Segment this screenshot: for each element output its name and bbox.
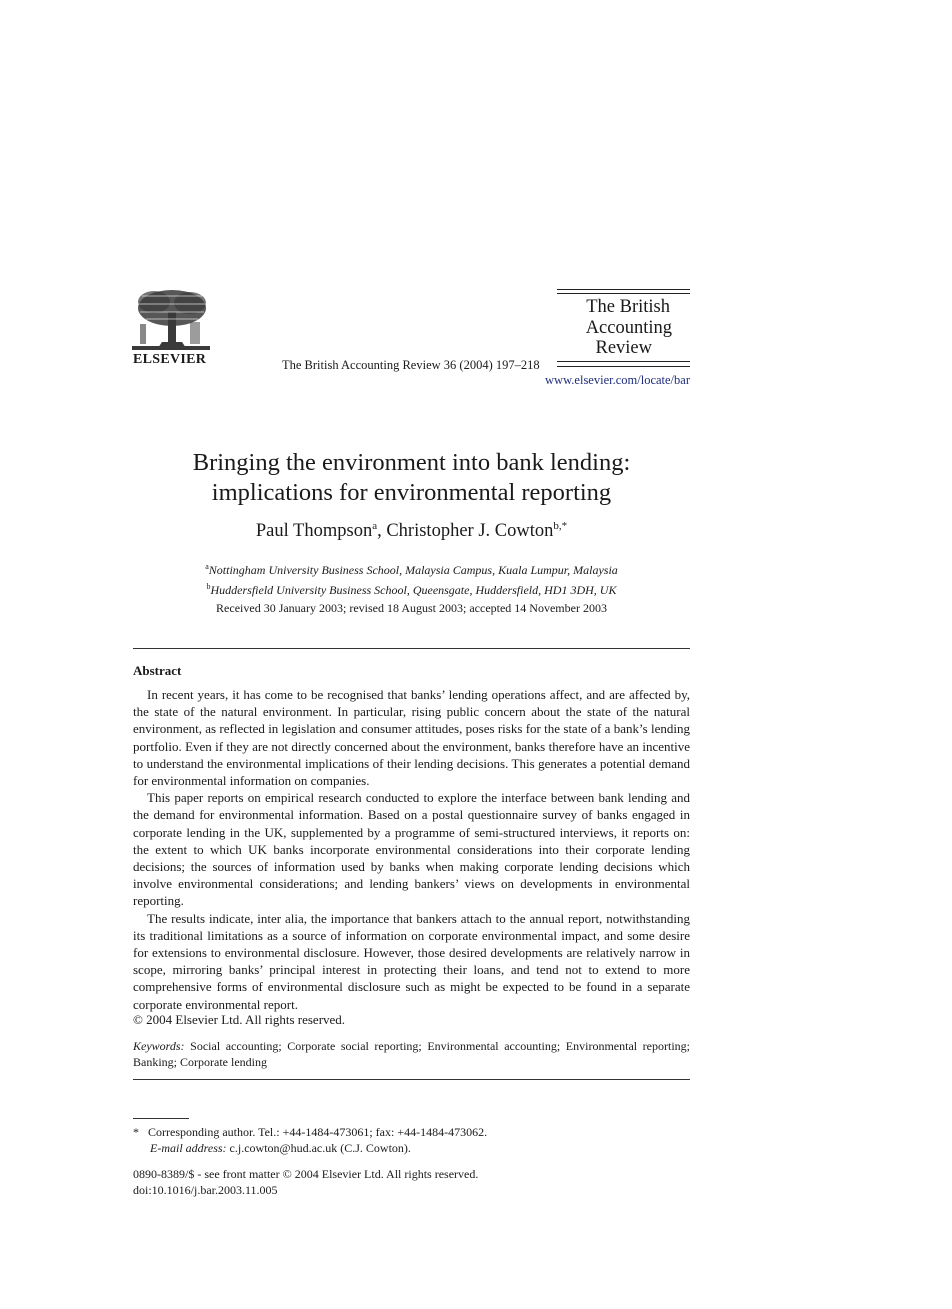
abstract-body: [133, 686, 690, 1013]
abstract-paragraph: The results indicate, inter alia, the importance that bankers attach to the annual report, notwithstanding its traditional limitations as a source of information on corporate environmental impact, and some desire for extensions to environmental disclosure. However, those desired developments are relatively narrow in scope, mirroring banks’ principal interest in protecting their loans, and tend not to extend to more comprehensive forms of environmental disclosure such as might be expected to be found in a separate corporate environmental report.: [133, 910, 690, 1012]
affiliation-mark: b: [206, 581, 211, 591]
keywords-text: Social accounting; Corporate social reporting; Environmental accounting; Environmental reporting; Banking; Corporate lending: [133, 1039, 691, 1069]
title-line: implications for environmental reporting: [211, 479, 612, 506]
issn-line: 0890-8389/$ - see front matter © 2004 Elsevier Ltd. All rights reserved.: [133, 1167, 479, 1181]
affiliation-mark: a: [372, 520, 378, 532]
copyright-notice: © 2004 Elsevier Ltd. All rights reserved.: [133, 1012, 346, 1027]
footer: [133, 1166, 478, 1198]
affiliation-line: [133, 579, 690, 599]
keywords-label: Keywords:: [133, 1039, 185, 1053]
journal-rule: [557, 366, 690, 367]
footnote-line: [133, 1124, 487, 1140]
footnote-mark: *: [133, 1125, 139, 1139]
author-name: Paul Thompson: [255, 521, 373, 542]
abstract-heading: Abstract: [133, 663, 182, 678]
affiliation-text: Huddersfield University Business School, Queensgate, Huddersfield, HD1 3DH, UK: [210, 582, 617, 597]
footnote-text: Corresponding author. Tel.: +44-1484-473061; fax: +44-1484-473062.: [148, 1125, 488, 1139]
affiliations: [133, 559, 690, 598]
doi-line[interactable]: doi:10.1016/j.bar.2003.11.005: [133, 1183, 278, 1197]
affiliation-mark: b,*: [553, 520, 568, 532]
journal-name-line: Review: [595, 338, 652, 358]
article-history: Received 30 January 2003; revised 18 August 2003; accepted 14 November 2003: [216, 601, 607, 615]
author-separator: ,: [377, 521, 387, 542]
abstract-paragraph: In recent years, it has come to be recognised that banks’ lending operations affect, and are affected by, the state of the natural environment. In particular, rising public concern about the state of the natural environment, as reflected in legislation and consumer attitudes, poses risks for the state of a bank’s lending portfolio. Even if they are not directly concerned about the environment, banks therefore have an incentive to understand the environmental implications of their lending decisions. This generates a potential demand for environmental information on companies.: [133, 687, 690, 789]
journal-rule: [557, 293, 690, 294]
affiliation-text: Nottingham University Business School, Malaysia Campus, Kuala Lumpur, Malaysia: [208, 563, 618, 577]
email-address[interactable]: c.j.cowton@hud.ac.uk (C.J. Cowton).: [229, 1141, 411, 1155]
author-name: Christopher J. Cowton: [386, 521, 554, 542]
journal-name-line: The British: [586, 297, 670, 317]
keywords: [133, 1038, 690, 1070]
journal-url-link[interactable]: www.elsevier.com/locate/bar: [545, 373, 690, 387]
journal-name: [557, 297, 690, 359]
publisher-name: ELSEVIER: [133, 352, 207, 367]
article-title: [133, 448, 690, 508]
footnote-line: [133, 1140, 487, 1156]
abstract-paragraph: This paper reports on empirical research conducted to explore the interface between bank lending and the demand for environmental information. Based on a postal questionnaire survey of banks engaged in corporate lending in the UK, supplemented by a programme of semi-structured interviews, it reports on: the extent to which UK banks incorporate environmental considerations into their corporate lending decisions; the sources of information used by banks when making corporate lending decisions which involve environmental considerations; and lending bankers’ views on developments in environmental reporting.: [133, 790, 690, 909]
affiliation-line: [133, 559, 690, 579]
divider: [133, 648, 690, 649]
footnote-rule: [133, 1118, 189, 1119]
journal-name-line: Accounting: [585, 317, 672, 338]
email-label: E-mail address:: [150, 1141, 227, 1155]
author-list: [133, 520, 690, 542]
footnote: [133, 1124, 487, 1156]
title-line: Bringing the environment into bank lending:: [192, 449, 631, 476]
journal-rule: [557, 289, 690, 290]
journal-rule: [557, 361, 690, 362]
divider: [133, 1079, 690, 1080]
journal-citation: The British Accounting Review 36 (2004) 197–218: [282, 358, 540, 372]
affiliation-mark: a: [205, 562, 209, 571]
